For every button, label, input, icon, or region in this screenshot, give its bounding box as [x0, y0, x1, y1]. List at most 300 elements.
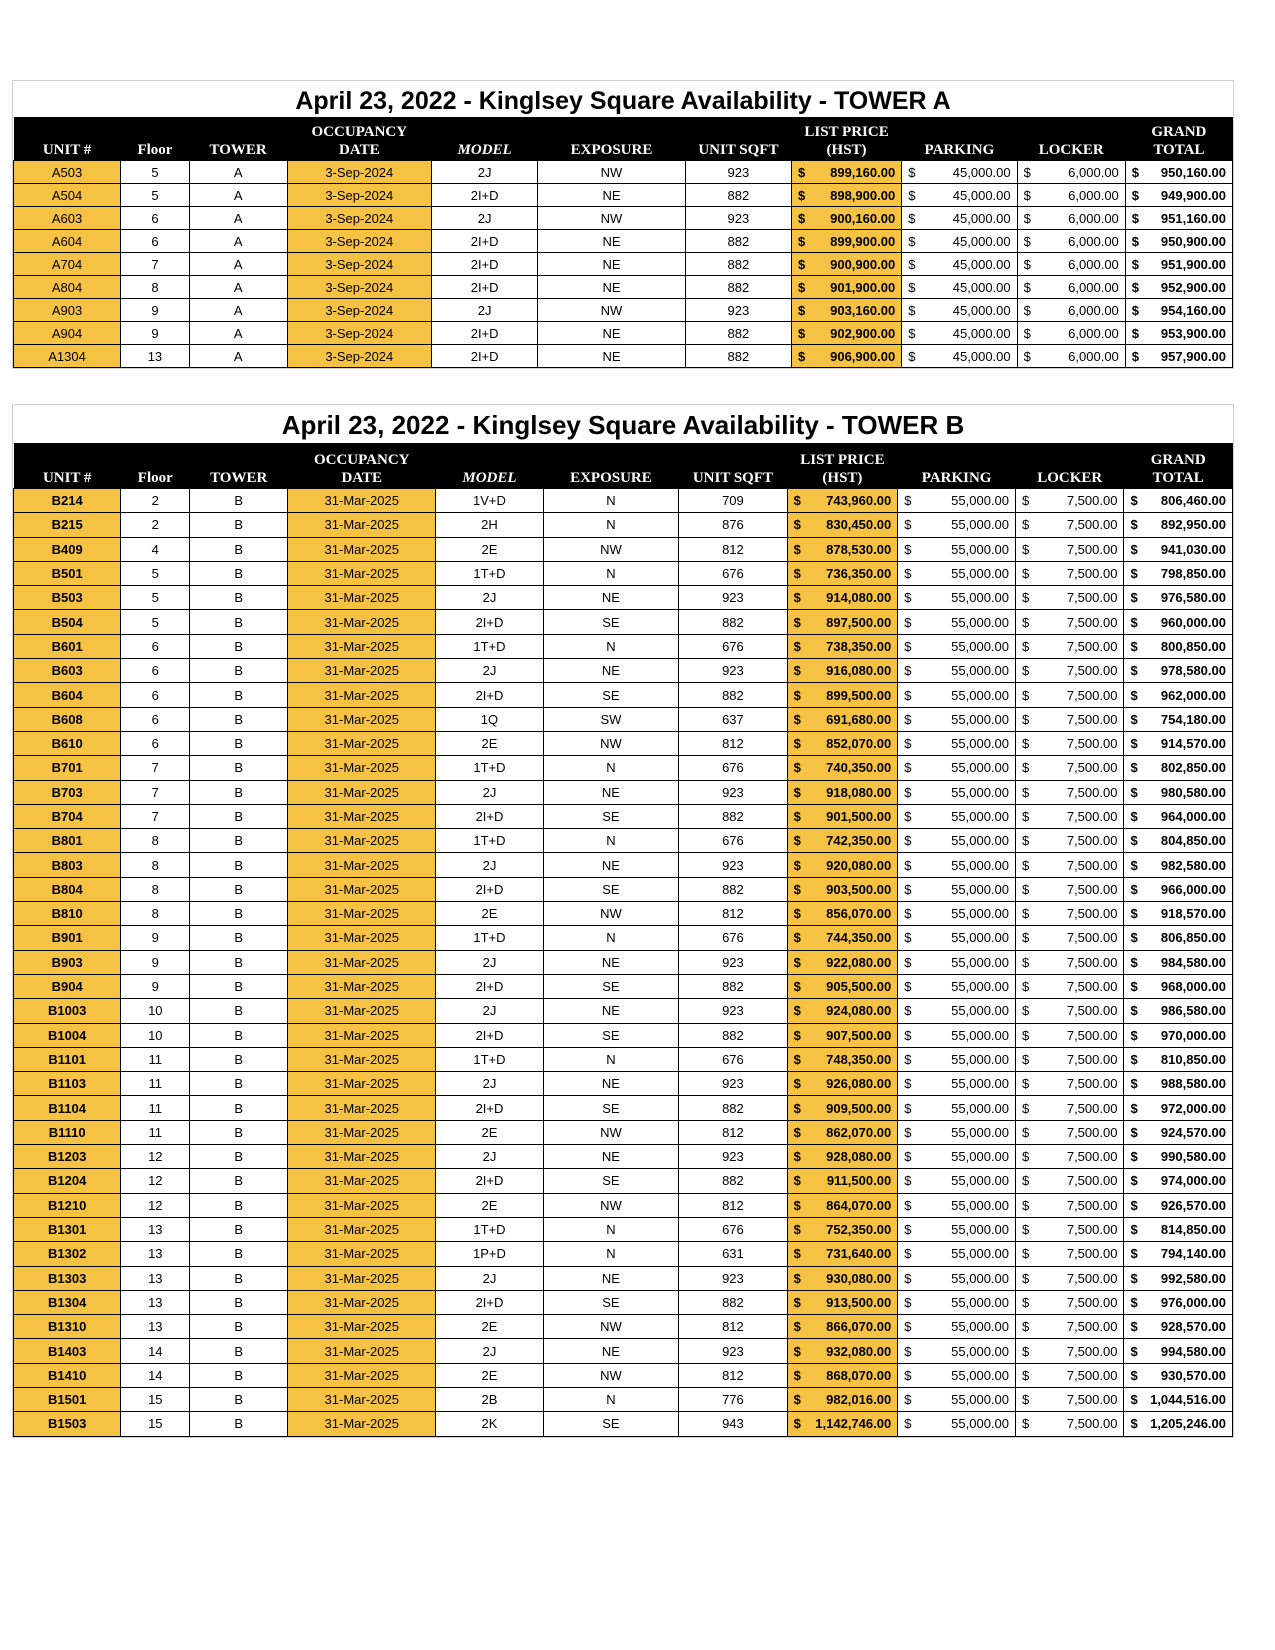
list-price-cell-amount: 905,500.00 — [826, 979, 892, 995]
currency-symbol: $ — [1130, 784, 1138, 800]
currency-symbol: $ — [793, 687, 801, 703]
occupancy-date-cell: 31-Mar-2025 — [288, 829, 436, 853]
exposure-cell: N — [543, 1242, 679, 1266]
list-price-cell-value — [792, 211, 901, 226]
unit-row — [14, 804, 1233, 828]
locker-cell-value — [1016, 1271, 1123, 1286]
list-price-cell-amount: 736,350.00 — [826, 566, 892, 582]
currency-symbol: $ — [1130, 1246, 1138, 1262]
parking-cell — [898, 1120, 1016, 1144]
list-price-cell-value — [788, 1052, 898, 1067]
col-header-occupancy-date — [287, 117, 432, 161]
currency-symbol: $ — [1022, 1222, 1030, 1238]
currency-symbol: $ — [797, 164, 806, 180]
tower-cell: A — [189, 230, 287, 253]
occupancy-date-cell: 31-Mar-2025 — [288, 780, 436, 804]
grand-total-cell-value — [1124, 906, 1232, 921]
grand-total-cell-value — [1124, 833, 1232, 848]
grand-total-cell — [1124, 1290, 1233, 1314]
model-cell: 2I+D — [436, 610, 543, 634]
tower-b-title: April 23, 2022 - Kinglsey Square Availability - TOWER B — [13, 405, 1233, 443]
model-cell: 1T+D — [436, 561, 543, 585]
locker-cell-amount: 7,500.00 — [1066, 1270, 1118, 1286]
list-price-cell — [787, 659, 898, 683]
locker-cell — [1016, 902, 1124, 926]
locker-cell — [1017, 345, 1125, 368]
occupancy-date-cell: 31-Mar-2025 — [288, 586, 436, 610]
locker-cell — [1016, 586, 1124, 610]
grand-total-cell — [1124, 1412, 1233, 1436]
unit-cell: B1410 — [14, 1363, 121, 1387]
currency-symbol: $ — [793, 493, 801, 509]
list-price-cell-value — [788, 639, 898, 654]
locker-cell-value — [1016, 542, 1123, 557]
list-price-cell-value — [788, 760, 898, 775]
model-cell: 2J — [436, 1266, 543, 1290]
parking-cell — [898, 1193, 1016, 1217]
unit-row — [14, 1387, 1233, 1411]
floor-cell: 15 — [121, 1412, 190, 1436]
parking-cell — [898, 1072, 1016, 1096]
grand-total-cell-amount: 804,850.00 — [1160, 833, 1226, 849]
locker-cell — [1016, 950, 1124, 974]
currency-symbol: $ — [1131, 187, 1140, 203]
unit-sqft-cell: 812 — [679, 1315, 787, 1339]
occupancy-date-cell: 31-Mar-2025 — [288, 877, 436, 901]
model-cell: 2I+D — [436, 1290, 543, 1314]
unit-row — [14, 1363, 1233, 1387]
locker-cell — [1016, 707, 1124, 731]
locker-cell — [1016, 683, 1124, 707]
floor-cell: 5 — [121, 586, 190, 610]
list-price-cell-amount: 862,070.00 — [826, 1124, 892, 1140]
currency-symbol: $ — [1131, 210, 1140, 226]
tower-b-body — [14, 489, 1233, 1437]
grand-total-cell — [1124, 513, 1233, 537]
occupancy-date-cell: 31-Mar-2025 — [288, 1023, 436, 1047]
locker-cell-value — [1016, 1173, 1123, 1188]
currency-symbol: $ — [797, 210, 806, 226]
header-row — [14, 443, 1233, 489]
parking-cell-amount: 55,000.00 — [951, 614, 1010, 630]
locker-cell-value — [1016, 882, 1123, 897]
currency-symbol: $ — [1130, 1027, 1138, 1043]
tower-cell: B — [190, 1193, 288, 1217]
locker-cell-amount: 6,000.00 — [1068, 279, 1119, 295]
unit-cell: B1203 — [14, 1145, 121, 1169]
parking-cell-value — [898, 736, 1015, 751]
locker-cell — [1016, 780, 1124, 804]
grand-total-cell — [1124, 610, 1233, 634]
col-header-grand-total-line-2: TOTAL — [1152, 470, 1204, 486]
tower-cell: A — [189, 299, 287, 322]
currency-symbol: $ — [1130, 1222, 1138, 1238]
list-price-cell-amount: 924,080.00 — [826, 1003, 892, 1019]
exposure-cell: SW — [543, 707, 679, 731]
currency-symbol: $ — [1022, 833, 1030, 849]
list-price-cell — [791, 230, 901, 253]
grand-total-cell — [1124, 999, 1233, 1023]
grand-total-cell — [1124, 1387, 1233, 1411]
locker-cell-amount: 7,500.00 — [1066, 590, 1118, 606]
parking-cell-value — [898, 882, 1015, 897]
grand-total-cell — [1124, 1242, 1233, 1266]
list-price-cell-value — [788, 1173, 898, 1188]
parking-cell-amount: 55,000.00 — [951, 1294, 1010, 1310]
exposure-cell: N — [543, 561, 679, 585]
grand-total-cell-amount: 976,580.00 — [1160, 590, 1226, 606]
list-price-cell — [787, 1120, 898, 1144]
currency-symbol: $ — [1023, 256, 1031, 272]
locker-cell — [1016, 853, 1124, 877]
locker-cell-value — [1018, 303, 1125, 318]
locker-cell-value — [1016, 833, 1123, 848]
unit-sqft-cell: 882 — [679, 877, 787, 901]
col-header-model: MODEL — [436, 443, 543, 489]
list-price-cell — [787, 537, 898, 561]
exposure-cell: NW — [543, 1193, 679, 1217]
floor-cell: 9 — [121, 974, 190, 998]
parking-cell-amount: 55,000.00 — [951, 881, 1010, 897]
currency-symbol: $ — [1023, 233, 1031, 249]
locker-cell-amount: 7,500.00 — [1066, 1076, 1118, 1092]
model-cell: 2I+D — [432, 230, 538, 253]
list-price-cell-amount: 906,900.00 — [830, 348, 896, 364]
locker-cell-value — [1018, 165, 1125, 180]
currency-symbol: $ — [1130, 954, 1138, 970]
grand-total-cell-amount: 802,850.00 — [1160, 760, 1226, 776]
grand-total-cell — [1124, 707, 1233, 731]
currency-symbol: $ — [1022, 1149, 1030, 1165]
list-price-cell-amount: 856,070.00 — [826, 906, 892, 922]
locker-cell — [1016, 877, 1124, 901]
locker-cell-value — [1016, 736, 1123, 751]
list-price-cell-amount: 866,070.00 — [826, 1319, 892, 1335]
currency-symbol: $ — [1130, 857, 1138, 873]
exposure-cell: NW — [543, 1363, 679, 1387]
locker-cell-value — [1016, 1149, 1123, 1164]
occupancy-date-cell: 3-Sep-2024 — [287, 253, 432, 276]
tower-a-sheet — [12, 80, 1234, 369]
locker-cell-amount: 7,500.00 — [1066, 1222, 1118, 1238]
locker-cell-amount: 7,500.00 — [1066, 638, 1118, 654]
grand-total-cell-amount: 957,900.00 — [1160, 348, 1226, 364]
list-price-cell — [787, 1315, 898, 1339]
grand-total-cell-value — [1124, 1222, 1232, 1237]
parking-cell-value — [898, 906, 1015, 921]
grand-total-cell-value — [1124, 1344, 1232, 1359]
locker-cell-value — [1018, 234, 1125, 249]
tower-cell: A — [189, 322, 287, 345]
unit-row — [14, 610, 1233, 634]
floor-cell: 7 — [121, 756, 190, 780]
locker-cell — [1016, 731, 1124, 755]
col-header-list-price — [791, 117, 901, 161]
locker-cell — [1017, 161, 1125, 184]
parking-cell — [898, 537, 1016, 561]
model-cell: 2J — [436, 999, 543, 1023]
currency-symbol: $ — [904, 614, 912, 630]
grand-total-cell — [1124, 634, 1233, 658]
grand-total-cell — [1125, 345, 1232, 368]
exposure-cell: NW — [543, 902, 679, 926]
exposure-cell: NE — [543, 1145, 679, 1169]
floor-cell: 6 — [121, 634, 190, 658]
locker-cell-amount: 7,500.00 — [1066, 833, 1118, 849]
grand-total-cell-value — [1124, 858, 1232, 873]
unit-sqft-cell: 923 — [679, 1266, 787, 1290]
list-price-cell — [787, 731, 898, 755]
list-price-cell — [787, 1193, 898, 1217]
col-header-parking: PARKING — [898, 443, 1016, 489]
currency-symbol: $ — [1022, 1294, 1030, 1310]
tower-cell: B — [190, 756, 288, 780]
locker-cell — [1016, 513, 1124, 537]
locker-cell-value — [1016, 858, 1123, 873]
parking-cell — [898, 877, 1016, 901]
list-price-cell-value — [788, 1222, 898, 1237]
list-price-cell-value — [788, 1319, 898, 1334]
currency-symbol: $ — [1023, 302, 1031, 318]
list-price-cell-value — [792, 280, 901, 295]
model-cell: 1T+D — [436, 1217, 543, 1241]
occupancy-date-cell: 31-Mar-2025 — [288, 659, 436, 683]
floor-cell: 13 — [121, 1217, 190, 1241]
parking-cell — [898, 489, 1016, 513]
grand-total-cell-amount: 952,900.00 — [1160, 279, 1226, 295]
list-price-cell-amount: 878,530.00 — [826, 541, 892, 557]
parking-cell-value — [902, 165, 1016, 180]
grand-total-cell — [1124, 1363, 1233, 1387]
list-price-cell — [787, 1242, 898, 1266]
grand-total-cell-value — [1124, 712, 1232, 727]
floor-cell: 14 — [121, 1363, 190, 1387]
exposure-cell: SE — [543, 1096, 679, 1120]
exposure-cell: NE — [538, 276, 686, 299]
unit-sqft-cell: 882 — [685, 230, 791, 253]
currency-symbol: $ — [1022, 1003, 1030, 1019]
grand-total-cell-amount: 814,850.00 — [1160, 1222, 1226, 1238]
grand-total-cell-value — [1124, 1319, 1232, 1334]
locker-cell-amount: 7,500.00 — [1066, 711, 1118, 727]
floor-cell: 12 — [121, 1145, 190, 1169]
parking-cell-amount: 55,000.00 — [951, 784, 1010, 800]
list-price-cell-value — [788, 590, 898, 605]
parking-cell-value — [898, 1101, 1015, 1116]
locker-cell — [1016, 926, 1124, 950]
floor-cell: 8 — [121, 829, 190, 853]
parking-cell — [902, 276, 1017, 299]
currency-symbol: $ — [1022, 1319, 1030, 1335]
locker-cell-amount: 7,500.00 — [1066, 1416, 1118, 1432]
grand-total-cell-amount: 966,000.00 — [1160, 881, 1226, 897]
model-cell: 2J — [436, 950, 543, 974]
unit-sqft-cell: 882 — [685, 345, 791, 368]
grand-total-cell-amount: 950,160.00 — [1160, 164, 1226, 180]
list-price-cell-amount: 932,080.00 — [826, 1343, 892, 1359]
list-price-cell — [787, 1387, 898, 1411]
parking-cell-value — [898, 1416, 1015, 1431]
currency-symbol: $ — [908, 256, 916, 272]
header-row — [14, 117, 1233, 161]
grand-total-cell — [1124, 561, 1233, 585]
floor-cell: 11 — [121, 1072, 190, 1096]
list-price-cell-value — [788, 1198, 898, 1213]
parking-cell-value — [898, 1368, 1015, 1383]
grand-total-cell — [1124, 1339, 1233, 1363]
locker-cell-value — [1016, 1052, 1123, 1067]
floor-cell: 6 — [121, 731, 190, 755]
list-price-cell-amount: 901,900.00 — [830, 279, 896, 295]
model-cell: 1T+D — [436, 1047, 543, 1071]
grand-total-cell-amount: 949,900.00 — [1160, 187, 1226, 203]
currency-symbol: $ — [793, 833, 801, 849]
model-cell: 2J — [436, 659, 543, 683]
occupancy-date-cell: 31-Mar-2025 — [288, 489, 436, 513]
list-price-cell-value — [788, 542, 898, 557]
currency-symbol: $ — [904, 1027, 912, 1043]
list-price-cell-value — [792, 326, 901, 341]
parking-cell-value — [898, 1246, 1015, 1261]
list-price-cell-value — [788, 688, 898, 703]
parking-cell-amount: 55,000.00 — [951, 1076, 1010, 1092]
unit-sqft-cell: 676 — [679, 561, 787, 585]
parking-cell-amount: 55,000.00 — [951, 1319, 1010, 1335]
currency-symbol: $ — [1022, 663, 1030, 679]
tower-cell: B — [190, 780, 288, 804]
currency-symbol: $ — [904, 1392, 912, 1408]
parking-cell-amount: 55,000.00 — [951, 1246, 1010, 1262]
locker-cell-amount: 7,500.00 — [1066, 736, 1118, 752]
unit-cell: B1501 — [14, 1387, 121, 1411]
unit-row — [14, 926, 1233, 950]
grand-total-cell-amount: 798,850.00 — [1160, 566, 1226, 582]
exposure-cell: NE — [538, 253, 686, 276]
exposure-cell: SE — [543, 1169, 679, 1193]
unit-cell: B701 — [14, 756, 121, 780]
unit-cell: B1204 — [14, 1169, 121, 1193]
list-price-cell-amount: 744,350.00 — [826, 930, 892, 946]
list-price-cell-value — [788, 930, 898, 945]
grand-total-cell-amount: 930,570.00 — [1160, 1367, 1226, 1383]
currency-symbol: $ — [793, 1100, 801, 1116]
currency-symbol: $ — [793, 784, 801, 800]
unit-sqft-cell: 637 — [679, 707, 787, 731]
unit-sqft-cell: 812 — [679, 902, 787, 926]
currency-symbol: $ — [1130, 809, 1138, 824]
model-cell: 2J — [436, 1072, 543, 1096]
exposure-cell: N — [543, 1047, 679, 1071]
occupancy-date-cell: 31-Mar-2025 — [288, 561, 436, 585]
unit-sqft-cell: 676 — [679, 926, 787, 950]
parking-cell-amount: 45,000.00 — [952, 187, 1011, 203]
parking-cell — [898, 902, 1016, 926]
currency-symbol: $ — [797, 233, 806, 249]
grand-total-cell — [1124, 1266, 1233, 1290]
locker-cell-value — [1016, 785, 1123, 800]
parking-cell-value — [902, 349, 1016, 364]
currency-symbol: $ — [1022, 857, 1030, 873]
parking-cell-amount: 55,000.00 — [951, 954, 1010, 970]
grand-total-cell — [1124, 537, 1233, 561]
currency-symbol: $ — [793, 1051, 801, 1067]
currency-symbol: $ — [1130, 1197, 1138, 1213]
locker-cell-amount: 7,500.00 — [1066, 1027, 1118, 1043]
tower-cell: B — [190, 731, 288, 755]
grand-total-cell — [1124, 1145, 1233, 1169]
grand-total-cell — [1125, 253, 1232, 276]
exposure-cell: NE — [543, 780, 679, 804]
locker-cell-value — [1016, 566, 1123, 581]
col-header-occupancy-date-line-1: OCCUPANCY — [311, 124, 408, 140]
locker-cell-value — [1016, 1416, 1123, 1431]
unit-cell: B603 — [14, 659, 121, 683]
grand-total-cell-amount: 800,850.00 — [1160, 638, 1226, 654]
unit-cell: B1303 — [14, 1266, 121, 1290]
floor-cell: 4 — [121, 537, 190, 561]
grand-total-cell-value — [1124, 1295, 1232, 1310]
tower-cell: B — [190, 659, 288, 683]
unit-row — [14, 1242, 1233, 1266]
grand-total-cell-value — [1126, 326, 1232, 341]
unit-sqft-cell: 676 — [679, 829, 787, 853]
col-header-tower: TOWER — [190, 443, 288, 489]
parking-cell-value — [898, 1271, 1015, 1286]
list-price-cell-value — [788, 1416, 898, 1431]
unit-row — [14, 707, 1233, 731]
parking-cell-value — [898, 517, 1015, 532]
currency-symbol: $ — [1130, 614, 1138, 630]
locker-cell — [1016, 1193, 1124, 1217]
model-cell: 2I+D — [436, 877, 543, 901]
parking-cell-value — [898, 955, 1015, 970]
currency-symbol: $ — [793, 809, 801, 824]
list-price-cell-value — [788, 736, 898, 751]
unit-row — [14, 322, 1233, 345]
list-price-cell — [787, 1145, 898, 1169]
currency-symbol: $ — [1130, 1100, 1138, 1116]
parking-cell-amount: 55,000.00 — [951, 857, 1010, 873]
list-price-cell-amount: 752,350.00 — [826, 1222, 892, 1238]
currency-symbol: $ — [1130, 736, 1138, 752]
locker-cell — [1017, 184, 1125, 207]
unit-row — [14, 1412, 1233, 1436]
currency-symbol: $ — [1130, 979, 1138, 995]
tower-a-header — [14, 117, 1233, 161]
locker-cell-amount: 7,500.00 — [1066, 614, 1118, 630]
parking-cell-amount: 55,000.00 — [951, 1197, 1010, 1213]
unit-row — [14, 1169, 1233, 1193]
floor-cell: 8 — [121, 276, 190, 299]
floor-cell: 13 — [121, 1290, 190, 1314]
list-price-cell-value — [792, 303, 901, 318]
exposure-cell: NE — [543, 1072, 679, 1096]
locker-cell-amount: 6,000.00 — [1068, 256, 1119, 272]
unit-cell: B503 — [14, 586, 121, 610]
exposure-cell: NE — [543, 1266, 679, 1290]
tower-cell: B — [190, 1315, 288, 1339]
exposure-cell: NE — [538, 345, 686, 368]
currency-symbol: $ — [1022, 1270, 1030, 1286]
currency-symbol: $ — [793, 881, 801, 897]
list-price-cell-value — [788, 1271, 898, 1286]
list-price-cell-value — [788, 1028, 898, 1043]
occupancy-date-cell: 31-Mar-2025 — [288, 950, 436, 974]
tower-b-table — [13, 443, 1233, 1437]
unit-sqft-cell: 923 — [679, 950, 787, 974]
currency-symbol: $ — [793, 566, 801, 582]
unit-row — [14, 230, 1233, 253]
